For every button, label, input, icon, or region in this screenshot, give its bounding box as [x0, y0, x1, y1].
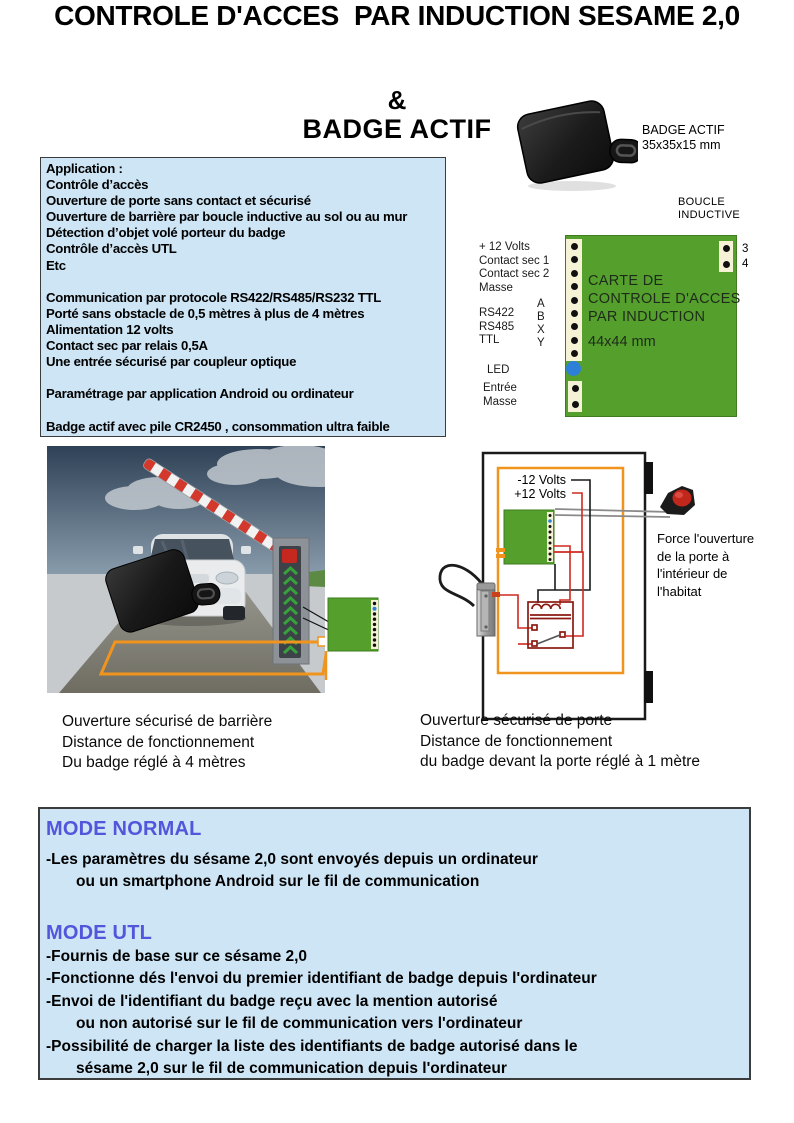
hinge-bottom [644, 671, 653, 703]
pin-dot [571, 323, 578, 330]
app-line: Communication par protocole RS422/RS485/RS232 TTL [46, 289, 382, 305]
board-label: RS485 [479, 320, 515, 333]
barrier-caption [62, 712, 272, 774]
pin-dot [571, 270, 578, 277]
board-label: TTL [479, 334, 500, 346]
pin-dot [571, 310, 578, 317]
note-line: Force l'ouverture [657, 531, 755, 546]
control-board [565, 235, 737, 417]
app-line: Paramétrage par application Android ou ordinateur [46, 386, 354, 402]
note-line: de la porte à [657, 548, 730, 564]
caption-line: Du badge réglé à 4 mètres [62, 754, 246, 771]
board-label: Masse [483, 395, 517, 408]
mode-utl-lines [46, 946, 597, 1080]
note-line: l'intérieur de [657, 566, 728, 581]
app-line: Ouverture de porte sans contact et sécurisé [46, 193, 311, 209]
loop-pin-4: 4 [742, 258, 749, 270]
caption-line: Ouverture sécurisé de porte [420, 712, 613, 729]
pin-dot [571, 283, 578, 290]
note-line: l'habitat [657, 583, 702, 599]
loop-label-line: BOUCLE [678, 196, 726, 208]
badge-label-line: 35x35x15 mm [642, 138, 721, 152]
board-label: Contact sec 2 [479, 268, 550, 280]
pin-dot [571, 256, 578, 263]
active-badge-photo [510, 100, 638, 195]
board-label: + 12 Volts [479, 241, 530, 253]
mode-line: -Les paramètres du sésame 2,0 sont envoyés depuis un ordinateur [46, 851, 538, 868]
pin-dot [571, 337, 578, 344]
pin-dot [723, 261, 730, 268]
caption-line: Distance de fonctionnement [420, 732, 613, 750]
badge-photo-label [642, 123, 725, 153]
pin-dot [723, 245, 730, 252]
board-label: RS422 [479, 307, 515, 319]
app-line: Badge actif avec pile CR2450 , consommation ultra faible [46, 418, 390, 434]
page-subtitle: BADGE ACTIF [302, 114, 492, 144]
hinge-top [644, 462, 653, 494]
app-line: Détection d’objet volé porteur du badge [46, 225, 286, 241]
caption-line: Distance de fonctionnement [62, 733, 255, 751]
mode-normal-lines [46, 849, 538, 894]
minus-12v-label: -12 Volts [517, 473, 566, 487]
bus-pin-letter: X [537, 324, 545, 336]
exit-button [660, 486, 695, 515]
mode-line: -Envoi de l'identifiant du badge reçu avec la mention autorisé [46, 992, 498, 1010]
loop-pin-3: 3 [742, 243, 749, 255]
plus-12v-label: +12 Volts [514, 486, 566, 501]
board-bus-pin-letters [537, 298, 545, 350]
board-name [588, 272, 741, 326]
badge-label-line: BADGE ACTIF [642, 123, 725, 137]
app-line: Ouverture de barrière par boucle inductive au sol ou au mur [46, 209, 408, 225]
barrier-scene-illustration [47, 446, 383, 698]
pin-strip-input [568, 381, 582, 412]
bus-pin-letter: A [537, 298, 545, 310]
page-title-ampersand: & [387, 85, 407, 115]
board-name-line: CARTE DE [588, 273, 664, 289]
voltage-labels [498, 474, 566, 501]
app-line: Etc [46, 257, 66, 273]
app-line: Application : [46, 161, 123, 176]
mode-line: -Fonctionne dés l'envoi du premier identifiant de badge depuis l'ordinateur [46, 970, 597, 988]
mode-normal-heading: MODE NORMAL [46, 818, 202, 840]
caption-line: Ouverture sécurisé de barrière [62, 713, 273, 730]
barrier-post [273, 538, 309, 664]
app-line [46, 274, 440, 290]
pin-strip-left [566, 239, 582, 361]
board-label: Entrée [483, 382, 517, 394]
mode-line: sésame 2,0 sur le fil de communication depuis l'ordinateur [76, 1060, 507, 1078]
app-line: Porté sans obstacle de 0,5 mètres à plus de 4 mètres [46, 305, 365, 321]
board-size: 44x44 mm [588, 334, 656, 350]
pin-dot [571, 297, 578, 304]
app-line: Alimentation 12 volts [46, 321, 174, 337]
application-info-box [40, 157, 446, 437]
pin-dot [571, 350, 578, 357]
app-line: Une entrée sécurisé par coupleur optique [46, 354, 297, 370]
door-pcb [496, 510, 554, 564]
loop-label-line: INDUCTIVE [678, 208, 740, 221]
door-caption [420, 711, 700, 773]
badge-mount-tab [610, 139, 638, 163]
board-input-labels [483, 382, 517, 409]
bus-pin-letter: B [537, 311, 545, 323]
app-line [46, 370, 440, 386]
badge-body [515, 100, 638, 187]
app-line: Contrôle d’accès UTL [46, 241, 177, 257]
exit-button-note [657, 530, 754, 600]
mode-line: ou un smartphone Android sur le fil de communication [76, 873, 480, 891]
app-line [46, 402, 440, 418]
bus-pin-letter: Y [537, 337, 545, 349]
pin-dot [571, 243, 578, 250]
board-name-line: PAR INDUCTION [588, 309, 706, 325]
led-label: LED [487, 364, 510, 376]
board-label: Masse [479, 281, 513, 294]
led-indicator [566, 361, 581, 376]
mode-line: -Possibilité de charger la liste des identifiants de badge autorisé dans le [46, 1037, 578, 1055]
pin-dot [572, 385, 579, 392]
pin-dot [572, 401, 579, 408]
caption-line: du badge devant la porte réglé à 1 mètre [420, 753, 701, 770]
pin-strip-loop [719, 241, 733, 272]
red-signal [282, 549, 297, 563]
board-name-line: CONTROLE D'ACCES [588, 291, 741, 307]
app-line: Contrôle d’accès [46, 177, 149, 193]
page-title: CONTROLE D'ACCES PAR INDUCTION SESAME 2,0 [54, 0, 740, 31]
inductive-loop-label [678, 196, 740, 221]
mode-line: -Fournis de base sur ce sésame 2,0 [46, 948, 308, 965]
board-bus-labels [479, 307, 514, 348]
app-line: Contact sec par relais 0,5A [46, 338, 208, 354]
mode-line: ou non autorisé sur le fil de communication vers l'ordinateur [76, 1015, 523, 1033]
scene-pcb [328, 598, 378, 651]
board-power-labels [479, 241, 549, 295]
board-label: Contact sec 1 [479, 254, 550, 267]
mode-utl-heading: MODE UTL [46, 922, 153, 944]
